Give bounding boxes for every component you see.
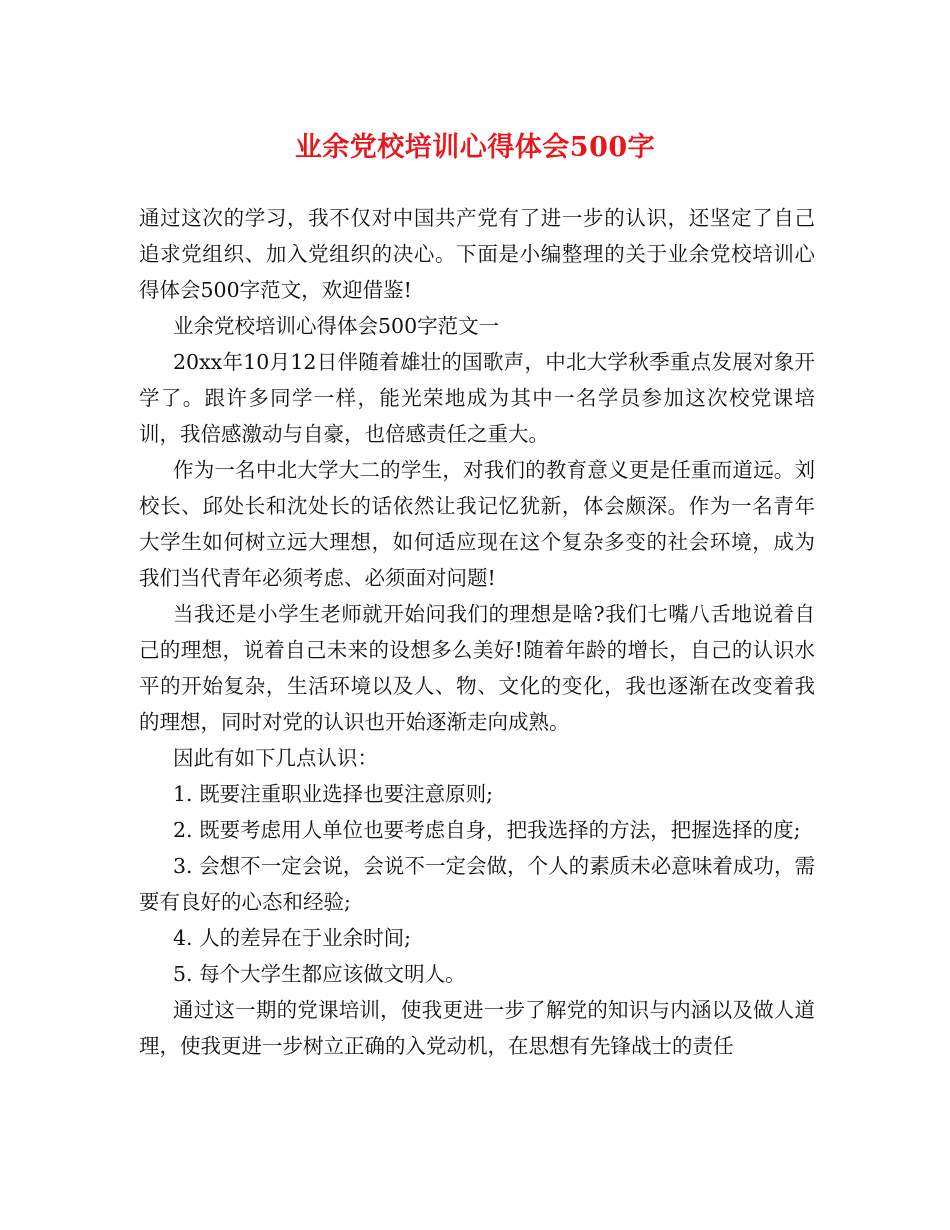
body-paragraph: 当我还是小学生老师就开始问我们的理想是啥?我们七嘴八舌地说着自己的理想，说着自己未来的设想多么美好!随着年龄的增长，自己的认识水平的开始复杂，生活环境以及人、物、文化的变化，我也逐渐在改变着我的理想，同时对党的认识也开始逐渐走向成熟。: [139, 602, 815, 734]
section-heading: 业余党校培训心得体会500字范文一: [173, 314, 500, 338]
list-item: 3. 会想不一定会说，会说不一定会做，个人的素质未必意味着成功，需要有良好的心态和经验;: [139, 854, 815, 914]
body-paragraph: 作为一名中北大学大二的学生，对我们的教育意义更是任重而道远。刘校长、邱处长和沈处长的话依然让我记忆犹新，体会颇深。作为一名青年大学生如何树立远大理想，如何适应现在这个复杂多变的社会环境，成为我们当代青年必须考虑、必须面对问题!: [139, 458, 815, 590]
document-title: 业余党校培训心得体会500字: [294, 132, 656, 163]
body-paragraph: 通过这一期的党课培训，使我更进一步了解党的知识与内涵以及做人道理，使我更进一步树立正确的入党动机，在思想有先锋战士的责任: [139, 998, 815, 1058]
list-item: 1. 既要注重职业选择也要注意原则;: [173, 782, 493, 806]
list-item: 4. 人的差异在于业余时间;: [173, 926, 411, 950]
body-paragraph: 因此有如下几点认识：: [173, 746, 378, 770]
list-item: 2. 既要考虑用人单位也要考虑自身，把我选择的方法，把握选择的度;: [173, 818, 801, 842]
document-body: [139, 200, 815, 1064]
intro-paragraph: 通过这次的学习，我不仅对中国共产党有了进一步的认识，还坚定了自己追求党组织、加入党组织的决心。下面是小编整理的关于业余党校培训心得体会500字范文，欢迎借鉴!: [139, 206, 815, 302]
list-item: 5. 每个大学生都应该做文明人。: [173, 962, 466, 986]
body-paragraph: 20xx年10月12日伴随着雄壮的国歌声，中北大学秋季重点发展对象开学了。跟许多同学一样，能光荣地成为其中一名学员参加这次校党课培训，我倍感激动与自豪，也倍感责任之重大。: [139, 350, 815, 446]
